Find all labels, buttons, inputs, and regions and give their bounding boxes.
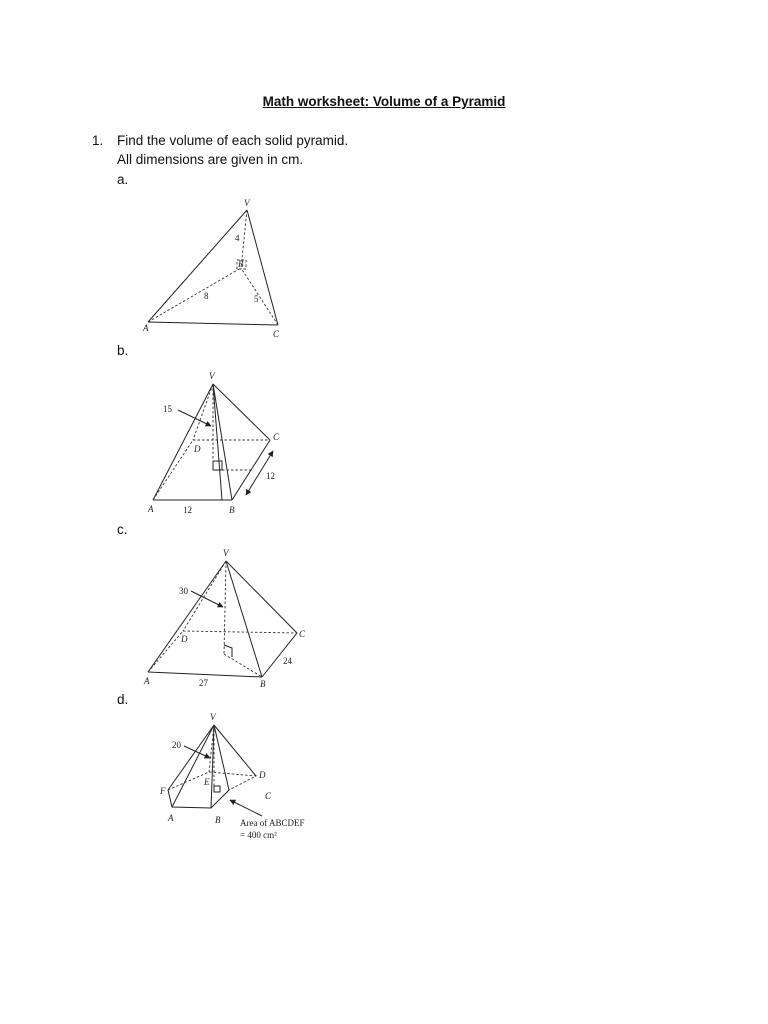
measure-label: 30 [179, 586, 188, 596]
figure-d-hexagonal-pyramid [159, 712, 305, 840]
measure-label: 12 [266, 471, 275, 481]
question-number: 1. [92, 133, 104, 148]
edge-vb [213, 384, 232, 500]
vertex-label: V [244, 198, 250, 208]
part-a-label: a. [117, 172, 129, 187]
edge-ad [153, 440, 193, 500]
line-ab [148, 268, 241, 322]
vertex-label: A [144, 676, 150, 686]
vertex-label: A [168, 813, 174, 823]
vertex-label: C [299, 629, 306, 639]
edge-bc [262, 633, 297, 677]
vertex-label: F [160, 786, 166, 796]
vertex-label: V [223, 548, 229, 558]
edge-dc [183, 631, 297, 633]
vertex-label: A [148, 504, 154, 514]
slant-height-b [213, 384, 222, 500]
pointer-arrow-20 [184, 746, 210, 758]
vertex-label: B [260, 679, 266, 689]
vertex-label: A [143, 323, 149, 333]
part-b-label: b. [117, 343, 129, 358]
height-line-c [224, 561, 226, 654]
line-cb [241, 268, 278, 325]
measure-label: 15 [163, 404, 172, 414]
edge-va [148, 561, 226, 672]
figure-b-square-pyramid [147, 371, 280, 515]
part-d-label: d. [117, 692, 129, 707]
edge-vc [247, 210, 278, 325]
vertex-label: B [229, 505, 235, 515]
figure-c-rectangular-pyramid [143, 548, 306, 689]
measure-label: 12 [183, 505, 192, 515]
vertex-label: E [204, 777, 210, 787]
measure-label: 24 [283, 656, 292, 666]
worksheet-title-text: Math worksheet: Volume of a Pyramid [262, 94, 506, 109]
pointer-arrow-area [230, 800, 262, 816]
vertex-label: C [273, 329, 280, 339]
measure-label: 27 [199, 678, 208, 688]
question-units-note: All dimensions are given in cm. [117, 152, 304, 167]
measure-label: 4 [235, 233, 240, 243]
vertex-label: D [259, 770, 266, 780]
edge-vd [183, 561, 226, 631]
vertex-label: C [273, 432, 280, 442]
measure-label: 5 [254, 294, 259, 304]
vertex-label: C [265, 791, 272, 801]
pointer-arrow-15 [178, 410, 211, 426]
edge-va [148, 210, 247, 322]
vertex-label: D [181, 634, 188, 644]
measure-label: 8 [204, 291, 209, 301]
area-note-line2: = 400 cm² [240, 830, 277, 840]
edge-va [172, 725, 214, 807]
right-angle-mark-b [213, 461, 222, 470]
measure-label: 20 [172, 740, 181, 750]
vertex-label: D [194, 444, 201, 454]
edge-ab [148, 672, 262, 677]
edge-ad [148, 631, 183, 672]
vertex-label: B [238, 259, 244, 269]
edge-va [153, 384, 213, 500]
front-base-edges [168, 790, 229, 808]
part-c-label: c. [117, 522, 128, 537]
figure-a-triangular-pyramid [142, 198, 280, 339]
edge-vd [193, 384, 213, 440]
right-angle-mark-d [214, 786, 220, 792]
vertex-label: V [209, 371, 215, 381]
vertex-label: B [215, 815, 221, 825]
area-note-line1: Area of ABCDEF [240, 818, 305, 828]
edge-vc [213, 384, 270, 440]
edge-vb [226, 561, 262, 677]
vertex-label: V [210, 712, 216, 722]
question-instruction: Find the volume of each solid pyramid. [117, 133, 349, 148]
edge-ac [148, 322, 278, 325]
